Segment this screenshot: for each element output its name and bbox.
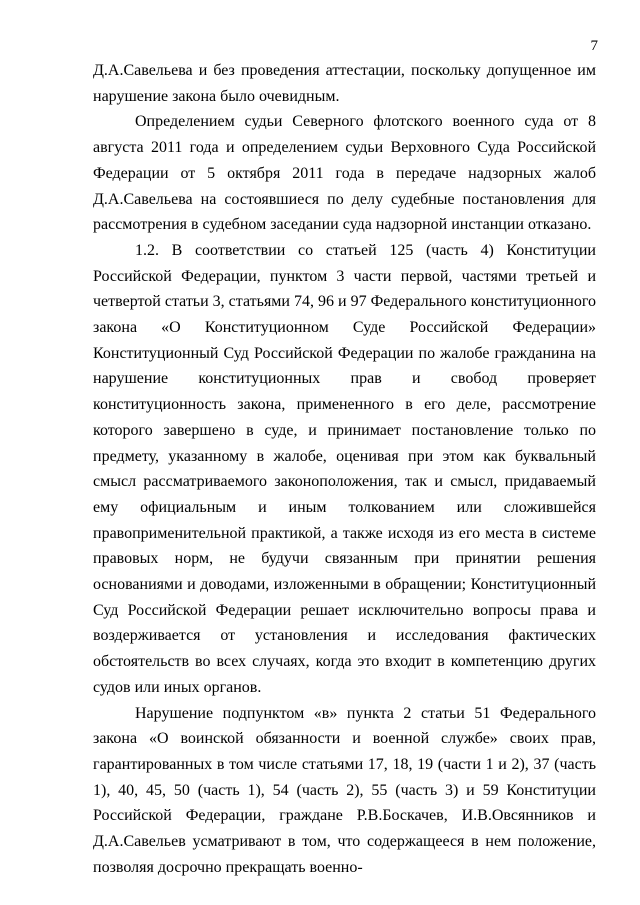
paragraph-continuation: Д.А.Савельева и без проведения аттестации, поскольку допущенное им нарушение закона было очевидным. [93,62,596,105]
paragraph-court-rulings: Определением судьи Северного флотского военного суда от 8 августа 2011 года и определением судьи Верховного Суда Российской Федерации от 5 октября 2011 года в передаче надзорных жалоб Д.А.Савельева на состоявшиеся по делу судебные постановления для рассмотрения в судебном заседании суда надзорной инстанции отказано. [93,113,596,234]
paragraph-violation-claim: Нарушение подпунктом «в» пункта 2 статьи 51 Федерального закона «О воинской обязанности и военной службе» своих прав, гарантированных в том числе статьями 17, 18, 19 (части 1 и 2), 37 (часть 1), 40, 45, 50 (часть 1), 54 (часть 2), 55 (часть 3) и 59 Конституции Российской Федерации, граждане Р.В.Боскачев, И.В.Овсянников и Д.А.Савельев усматривают в том, что содержащееся в нем положение, позволяя досрочно прекращать военно- [93,704,596,876]
paragraph-section-1-2: 1.2. В соответствии со статьей 125 (часть 4) Конституции Российской Федерации, пунктом 3 части первой, частями третьей и четвертой статьи 3, статьями 74, 96 и 97 Федерального конституционного закона «О Конституционном Суде Российской Федерации» Конституционный Суд Российской Федерации по жалобе гражданина на нарушение конституционных прав и свобод проверяет конституционность закона, примененного в его деле, рассмотрение которого завершено в суде, и принимает постановление только по предмету, указанному в жалобе, оценивая при этом как буквальный смысл рассматриваемого законоположения, так и смысл, придаваемый ему официальным и иным толкованием или сложившейся правоприменительной практикой, а также исходя из его места в системе правовых норм, не будучи связанным при принятии решения основаниями и доводами, изложенными в обращении; Конституционный Суд Российской Федерации решает исключительно вопросы права и воздерживается от установления и исследования фактических обстоятельств во всех случаях, когда это входит в компетенцию других судов или иных органов. [93,241,596,696]
document-body [93,58,596,881]
page-number: 7 [590,38,598,54]
